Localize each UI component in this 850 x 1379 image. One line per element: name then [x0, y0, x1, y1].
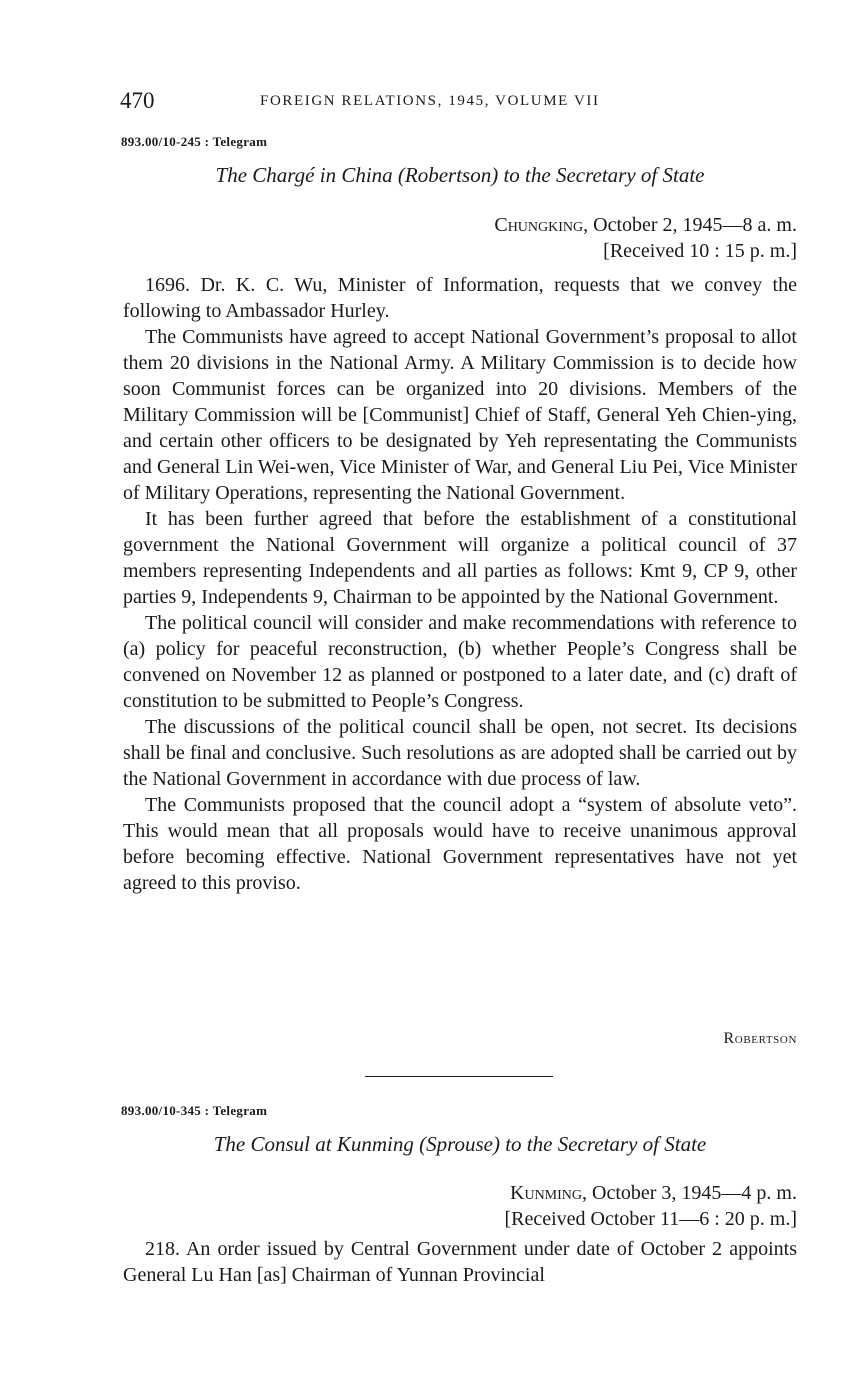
- doc1-paragraph-3: It has been further agreed that before the establishment of a constitutional government the National Government will organize a political council of 37 members representing Independents and all parties as follows: Kmt 9, CP 9, other parties 9, Independents 9, Chairman to be appointed by the National Government.: [123, 508, 797, 608]
- doc1-body: [123, 272, 797, 896]
- doc1-title: The Chargé in China (Robertson) to the Secretary of State: [215, 163, 705, 187]
- doc2-dateline: [504, 1180, 797, 1232]
- section-divider: [365, 1076, 553, 1077]
- doc1-paragraph-6: The Communists proposed that the council adopt a “system of absolute veto”. This would mean that all proposals would have to receive unanimous approval before becoming effective. National Government representatives have not yet agreed to this proviso.: [123, 794, 797, 894]
- doc1-paragraph-2: The Communists have agreed to accept National Government’s proposal to allot them 20 divisions in the National Army. A Military Commission is to decide how soon Communist forces can be organized into 20 divisions. Members of the Military Commission will be [Communist] Chief of Staff, General Yeh Chien-ying, and certain other officers to be designated by Yeh representating the Communists and General Lin Wei-wen, Vice Minister of War, and General Liu Pei, Vice Minister of Military Operations, representing the National Government.: [123, 326, 797, 504]
- running-title: FOREIGN RELATIONS, 1945, VOLUME VII: [260, 93, 600, 109]
- page-number: 470: [120, 88, 155, 113]
- doc1-date-line: [494, 212, 797, 238]
- doc1-paragraph-4: The political council will consider and make recommendations with reference to (a) policy for peaceful reconstruction, (b) whether People’s Congress shall be convened on November 12 as planned or postponed to a later date, and (c) draft of constitution to be submitted to People’s Congress.: [123, 612, 797, 712]
- doc2-title: The Consul at Kunming (Sprouse) to the Secretary of State: [213, 1132, 707, 1156]
- doc1-place: Chungking: [494, 214, 584, 236]
- doc2-body: [123, 1236, 797, 1288]
- doc2-received: [Received October 11—6 : 20 p. m.]: [504, 1208, 797, 1230]
- doc1-date-time: , October 2, 1945—8 a. m.: [583, 214, 797, 236]
- doc1-dateline: [494, 212, 797, 264]
- running-head: [120, 88, 800, 118]
- doc1-signature: Robertson: [723, 1030, 797, 1047]
- doc2-paragraph-1: 218. An order issued by Central Government under date of October 2 appoints General Lu Han [as] Chairman of Yunnan Provincial: [123, 1238, 797, 1286]
- doc1-paragraph-1: 1696. Dr. K. C. Wu, Minister of Information, requests that we convey the following to Ambassador Hurley.: [123, 274, 797, 322]
- doc2-place: Kunming: [510, 1182, 583, 1204]
- doc2-date-time: , October 3, 1945—4 p. m.: [582, 1182, 797, 1204]
- doc1-received: [Received 10 : 15 p. m.]: [603, 240, 797, 262]
- doc1-file-reference: 893.00/10-245 : Telegram: [121, 134, 268, 149]
- doc1-paragraph-5: The discussions of the political council shall be open, not secret. Its decisions shall be final and conclusive. Such resolutions as are adopted shall be carried out by the National Government in accordance with due process of law.: [123, 716, 797, 790]
- doc2-file-reference: 893.00/10-345 : Telegram: [121, 1103, 268, 1118]
- doc2-date-line: [504, 1180, 797, 1206]
